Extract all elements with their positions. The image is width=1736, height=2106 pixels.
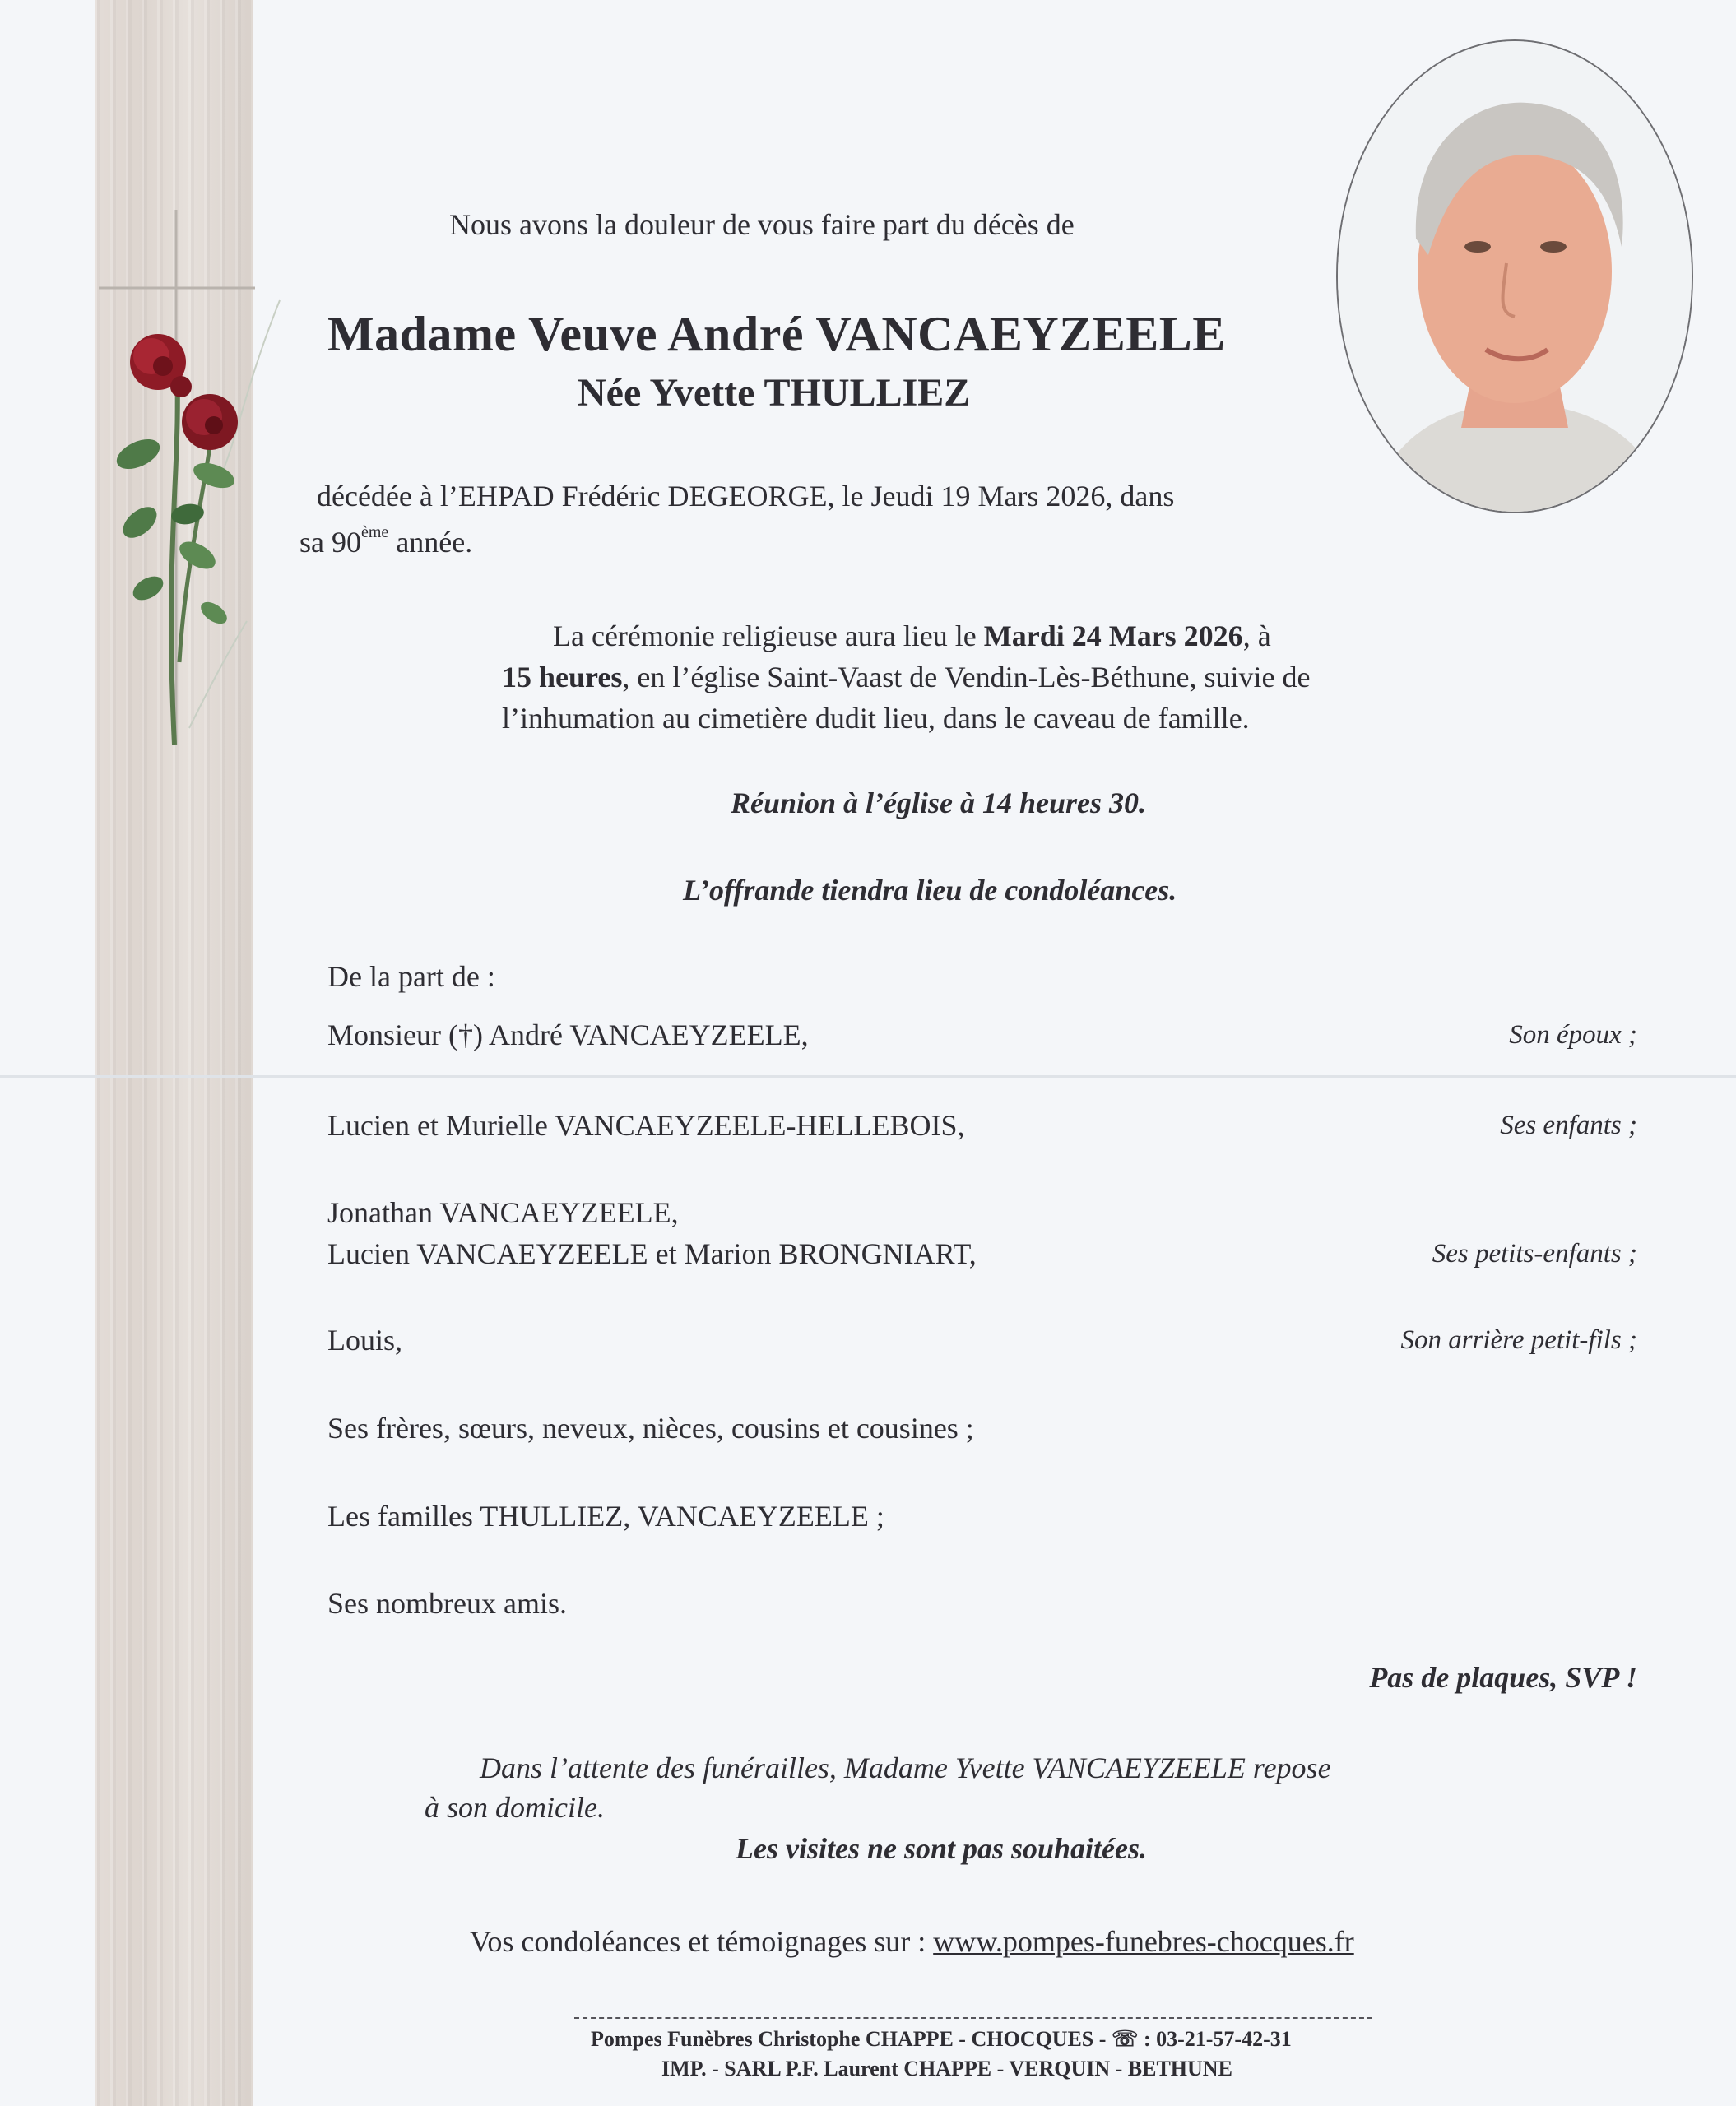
family-entry-name: Jonathan VANCAEYZEELE,	[327, 1196, 679, 1229]
family-entry-relation: Ses petits-enfants ;	[1432, 1239, 1637, 1269]
family-entry-relation: Son arrière petit-fils ;	[1400, 1325, 1637, 1355]
rest-note-line2: à son domicile.	[425, 1791, 605, 1824]
family-entry-name: Louis,	[327, 1324, 403, 1357]
portrait-photo	[1336, 39, 1693, 513]
deceased-name: Madame Veuve André VANCAEYZEELE	[327, 307, 1226, 361]
ceremony-line1: La cérémonie religieuse aura lieu le Mardi 24 Mars 2026, à	[553, 619, 1271, 652]
family-entry-relation: Son époux ;	[1509, 1020, 1637, 1050]
telephone-icon: ☏	[1111, 2027, 1139, 2051]
footer-line1: Pompes Funèbres Christophe CHAPPE - CHOCQUES - ☏ : 03-21-57-42-31	[591, 2027, 1292, 2051]
ceremony-line3: l’inhumation au cimetière dudit lieu, dans le caveau de famille.	[502, 702, 1250, 735]
intro-text: Nous avons la douleur de vous faire part du décès de	[449, 208, 1075, 241]
family-entry-name: Lucien et Murielle VANCAEYZEELE-HELLEBOIS,	[327, 1109, 965, 1142]
reunion-note: Réunion à l’église à 14 heures 30.	[731, 786, 1147, 819]
portrait-icon	[1338, 41, 1692, 512]
rest-note-line1: Dans l’attente des funérailles, Madame Yvette VANCAEYZEELE repose	[480, 1751, 1331, 1784]
maiden-name: Née Yvette THULLIEZ	[578, 371, 971, 415]
condolences-link[interactable]: www.pompes-funebres-chocques.fr	[933, 1925, 1354, 1958]
family-entry-name: Les familles THULLIEZ, VANCAEYZEELE ;	[327, 1500, 884, 1533]
fold-line	[0, 1075, 1736, 1078]
family-entry-name: Lucien VANCAEYZEELE et Marion BRONGNIART,	[327, 1237, 977, 1270]
condolences-text: Vos condoléances et témoignages sur :	[470, 1925, 934, 1958]
footer-divider	[574, 2017, 1372, 2019]
offrande-note: L’offrande tiendra lieu de condoléances.	[683, 874, 1177, 907]
visits-note: Les visites ne sont pas souhaitées.	[736, 1832, 1148, 1865]
family-entry-name: Ses nombreux amis.	[327, 1587, 567, 1620]
family-entry-relation: Ses enfants ;	[1500, 1111, 1637, 1140]
condolences-line	[470, 1924, 1354, 1959]
ceremony-line2: 15 heures, en l’église Saint-Vaast de Vendin-Lès-Béthune, suivie de	[502, 661, 1311, 693]
death-details-line2: sa 90ème année.	[299, 523, 473, 559]
family-entry-name: Ses frères, sœurs, neveux, nièces, cousins et cousines ;	[327, 1412, 974, 1445]
no-plaques-note: Pas de plaques, SVP !	[1369, 1661, 1637, 1694]
cross-roses-icon	[82, 202, 296, 761]
death-details-line1: décédée à l’EHPAD Frédéric DEGEORGE, le Jeudi 19 Mars 2026, dans	[317, 480, 1175, 513]
family-intro: De la part de :	[327, 960, 495, 993]
family-entry-name: Monsieur (†) André VANCAEYZEELE,	[327, 1018, 809, 1051]
footer-line2: IMP. - SARL P.F. Laurent CHAPPE - VERQUIN - BETHUNE	[661, 2057, 1232, 2080]
